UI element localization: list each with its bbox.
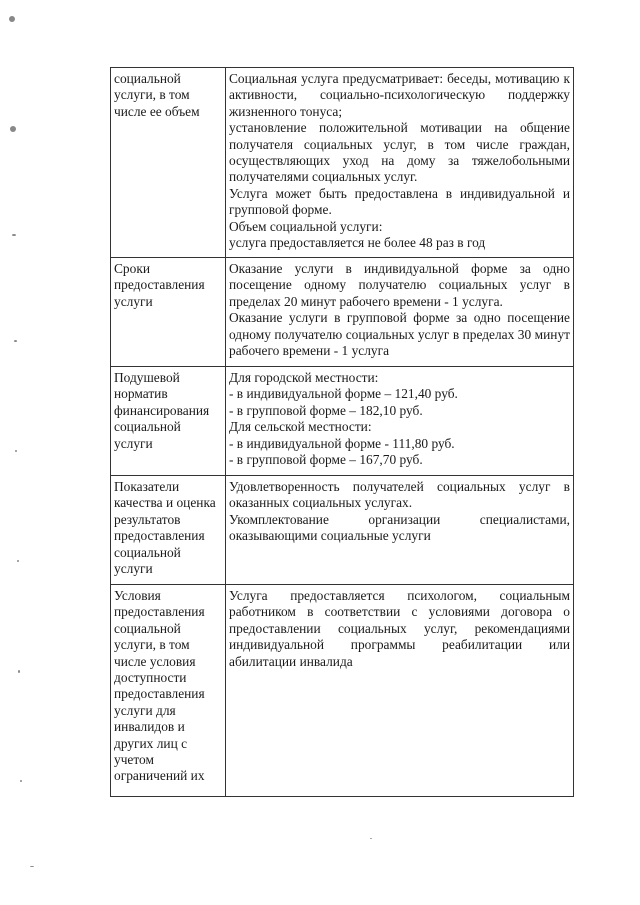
row-label-cell — [111, 476, 226, 585]
service-description-table — [110, 67, 574, 797]
scan-speck — [15, 450, 17, 452]
table-row — [111, 585, 574, 797]
row-description-cell — [226, 367, 574, 476]
description-paragraph: Оказание услуги в групповой форме за одно посещение одному получателю социальных услуг в пределах 30 минут рабочего времени - 1 услуга — [229, 310, 570, 359]
row-label-cell — [111, 367, 226, 476]
scan-speck — [9, 16, 15, 22]
row-label: Условия предоставления социальной услуги, в том числе условия доступности предоставления услуги для инвалидов и других лиц с учетом ограничений их — [114, 588, 205, 784]
scan-speck — [17, 560, 19, 562]
table-row — [111, 476, 574, 585]
description-paragraph: - в индивидуальной форме - 111,80 руб. — [229, 435, 455, 451]
row-description-cell — [226, 258, 574, 367]
scan-speck — [30, 866, 34, 867]
description-paragraph: - в групповой форме – 182,10 руб. — [229, 402, 423, 418]
row-label-cell — [111, 68, 226, 258]
table-row — [111, 258, 574, 367]
description-paragraph: - в групповой форме – 167,70 руб. — [229, 452, 423, 468]
row-description-cell — [226, 585, 574, 797]
scan-speck — [20, 780, 22, 782]
description-paragraph: Услуга предоставляется психологом, социальным работником в соответствии с условиями договора о предоставлении социальных услуг, рекомендациями индивидуальной программы реабилитации или абилитации инвалида — [229, 588, 570, 669]
row-label: социальной услуги, в том числе ее объем — [114, 71, 200, 119]
scan-speck — [10, 126, 16, 132]
description-paragraph: Социальная услуга предусматривает: беседы, мотивацию к активности, социально-психологическую поддержку жизненного тонуса; — [229, 71, 570, 119]
row-label: Сроки предоставления услуги — [114, 261, 205, 309]
row-label-cell — [111, 585, 226, 797]
description-paragraph: Для городской местности: — [229, 370, 379, 385]
description-paragraph: Оказание услуги в индивидуальной форме за одно посещение одному получателю социальных услуг в пределах 20 минут рабочего времени - 1 услуга. — [229, 261, 570, 309]
description-paragraph: Объем социальной услуги: — [229, 218, 383, 234]
description-paragraph: - в индивидуальной форме – 121,40 руб. — [229, 386, 458, 402]
table-row — [111, 367, 574, 476]
scan-speck — [370, 838, 372, 839]
scan-speck — [12, 234, 16, 236]
description-paragraph: установление положительной мотивации на общение получателя социальных услуг, в том числе граждан, осуществляющих уход на дому за тяжелобольными получателями социальных услуг. — [229, 120, 570, 185]
description-paragraph: услуга предоставляется не более 48 раз в год — [229, 235, 486, 251]
row-description-cell — [226, 68, 574, 258]
row-label-cell — [111, 258, 226, 367]
row-description-cell — [226, 476, 574, 585]
scan-speck — [14, 340, 17, 342]
scan-speck — [18, 670, 20, 673]
description-paragraph: Для сельской местности: — [229, 419, 372, 435]
row-label: Подушевой норматив финансирования социальной услуги — [114, 370, 210, 451]
description-paragraph: Укомплектование организации специалистами, оказывающими социальные услуги — [229, 511, 570, 544]
row-label: Показатели качества и оценка результатов предоставления социальной услуги — [114, 479, 216, 577]
table-row — [111, 68, 574, 258]
description-paragraph: Удовлетворенность получателей социальных услуг в оказанных социальных услугах. — [229, 479, 570, 511]
description-paragraph: Услуга может быть предоставлена в индивидуальной и групповой форме. — [229, 185, 570, 218]
